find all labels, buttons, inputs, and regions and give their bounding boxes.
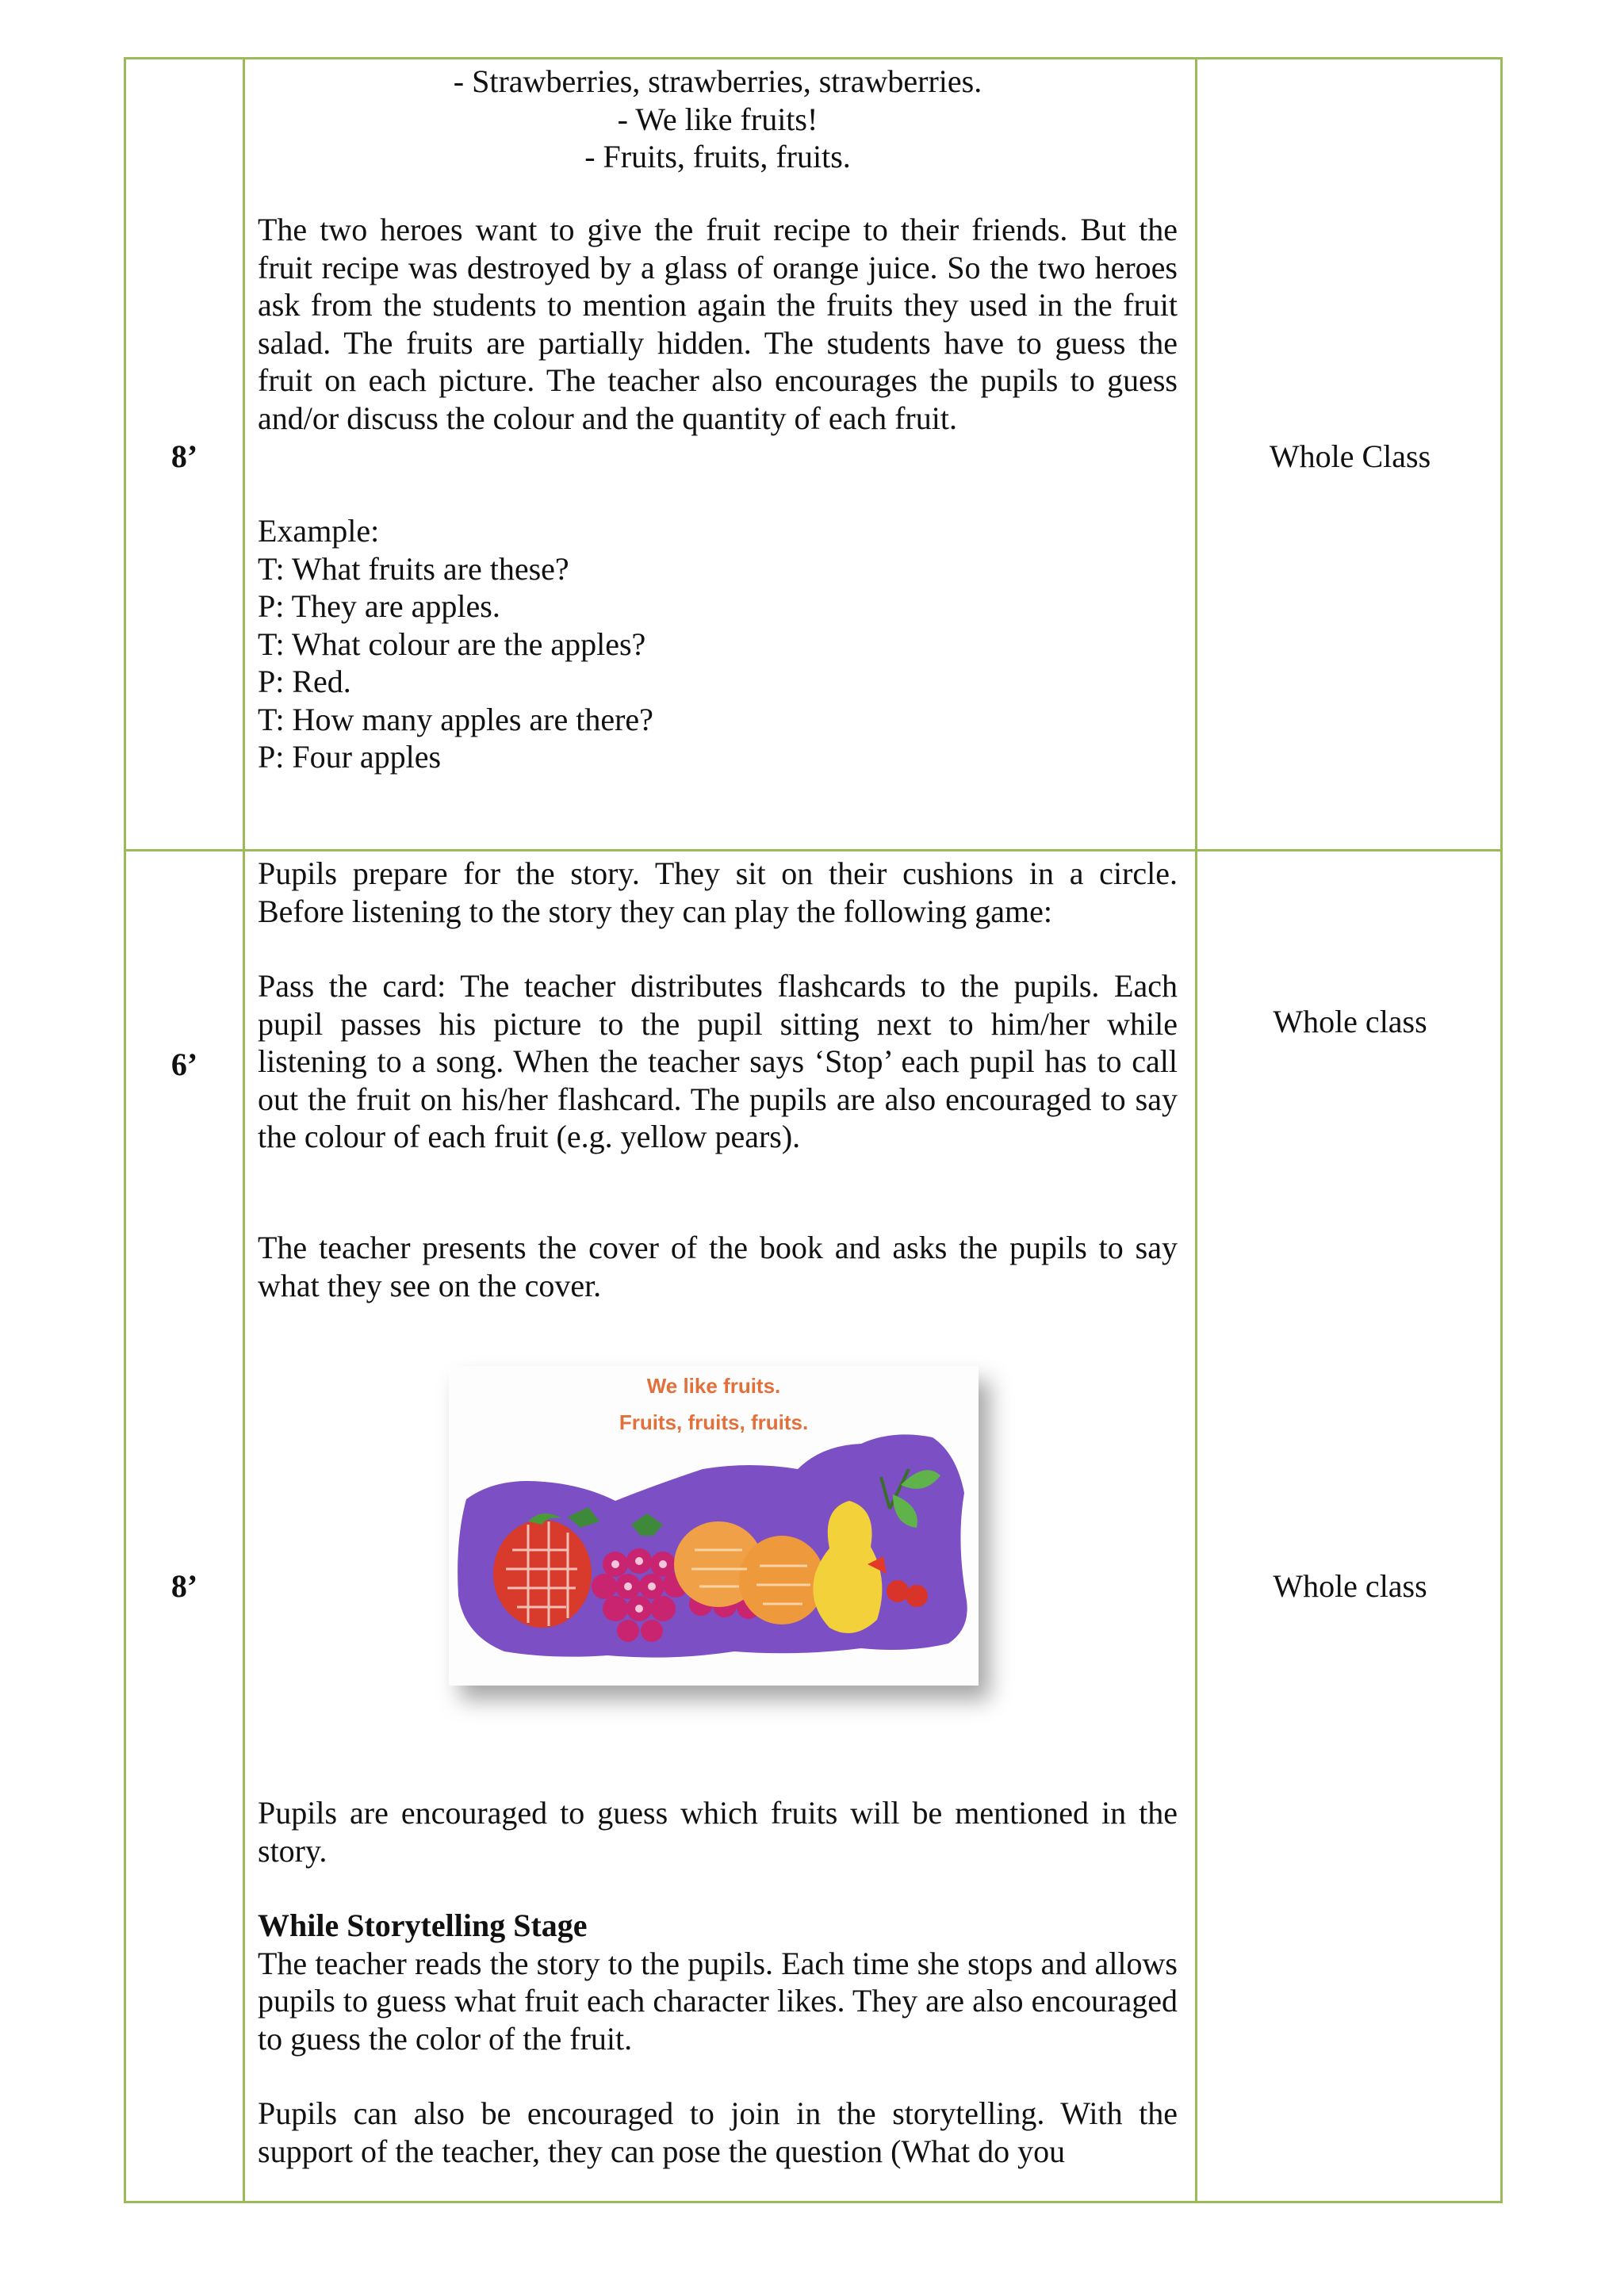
chant-lines xyxy=(258,63,1178,176)
guess-text xyxy=(258,1794,1178,1869)
interaction-mode-cell: Whole class xyxy=(1273,1568,1427,1604)
chant-line: - Fruits, fruits, fruits. xyxy=(584,139,851,174)
interaction-mode-cell: Whole class xyxy=(1273,1004,1427,1039)
paragraph: Pass the card: The teacher distributes flashcards to the pupils. Each pupil passes his picture to the pupil sitting next to him/her while listening to a song. When the teacher says ‘Stop’ each pupil has to call out the fruit on his/her flashcard. The pupils are also encouraged to say the colour of each fruit (e.g. yellow pears). xyxy=(258,968,1178,1154)
dialogue-line: P: Red. xyxy=(258,664,351,699)
dialogue-line: T: What fruits are these? xyxy=(258,550,569,587)
book-cover-image xyxy=(449,1366,979,1686)
paragraph: The two heroes want to give the fruit recipe to their friends. But the fruit recipe was destroyed by a glass of orange juice. So the two heroes ask from the students to mention again the fruits they used in the fruit salad. The fruits are partially hidden. The students have to guess the fruit on each picture. The teacher also encourages the pupils to guess and/or discuss the colour and the quantity of each fruit. xyxy=(258,212,1178,436)
table-row xyxy=(126,59,1500,851)
interaction-mode-cell: Whole Class xyxy=(1269,438,1431,474)
cover-instructions xyxy=(258,1229,1178,1304)
time-cell: 8’ xyxy=(170,1568,198,1604)
example-dialogue xyxy=(258,512,1178,776)
dialogue-line: T: How many apples are there? xyxy=(258,701,653,737)
paragraph: Pupils are encouraged to guess which fruits will be mentioned in the story. xyxy=(258,1795,1178,1869)
paragraph: The teacher presents the cover of the book and asks the pupils to say what they see on the cover. xyxy=(258,1230,1178,1303)
paragraph: The teacher reads the story to the pupils. Each time she stops and allows pupils to guess what fruit each character likes. They are also encouraged to guess the color of the fruit. xyxy=(258,1945,1178,2057)
paragraph: Pupils prepare for the story. They sit on their cushions in a circle. Before listening to the story they can play the following game: xyxy=(258,855,1178,929)
section-heading: While Storytelling Stage xyxy=(258,1908,588,1943)
time-cell: 8’ xyxy=(170,438,198,474)
chant-line: - We like fruits! xyxy=(617,101,818,137)
dialogue-line: P: Four apples xyxy=(258,739,442,775)
time-cell: 6’ xyxy=(170,1047,198,1082)
cover-subtitle: Fruits, fruits, fruits. xyxy=(619,1410,809,1434)
example-label: Example: xyxy=(258,513,380,549)
dialogue-line: P: They are apples. xyxy=(258,588,500,624)
preparation-text xyxy=(258,855,1178,930)
game-description xyxy=(258,967,1178,1156)
cover-title: We like fruits. xyxy=(646,1374,781,1398)
activity-description xyxy=(258,211,1178,437)
paragraph: Pupils can also be encouraged to join in the storytelling. With the support of the teacher, they can pose the question (What do you xyxy=(258,2095,1178,2169)
lesson-plan-table xyxy=(124,57,1503,2203)
join-storytelling-text xyxy=(258,2095,1178,2170)
dialogue-line: T: What colour are the apples? xyxy=(258,626,646,662)
storytelling-section xyxy=(258,1907,1178,2057)
chant-line: - Strawberries, strawberries, strawberries. xyxy=(453,63,982,99)
